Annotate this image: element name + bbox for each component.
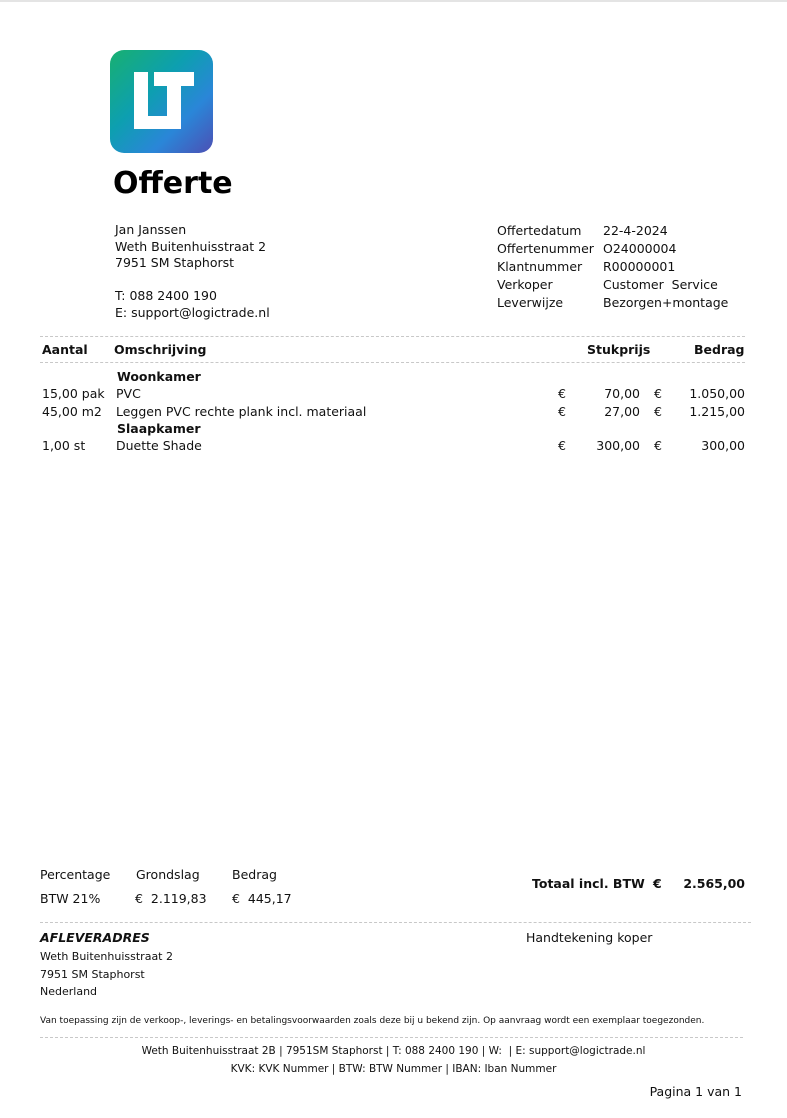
col-header-quantity: Aantal [42,342,88,357]
customer-street: Weth Buitenhuisstraat 2 [115,238,267,254]
signature-label: Handtekening koper [526,930,653,945]
vat-header-amount: Bedrag [232,867,277,882]
customer-city: 7951 SM Staphorst [115,255,235,270]
cell-quantity: 45,00 m2 [42,404,102,419]
total-label: Totaal incl. BTW [532,876,645,891]
vat-header-percentage: Percentage [40,867,111,882]
customer-phone: T: 088 2400 190 [115,288,217,303]
table-row [0,403,787,420]
customer-email[interactable]: E: support@logictrade.nl [115,304,270,320]
meta-label: Offertenummer [497,241,594,256]
divider [40,1037,743,1038]
meta-label: Leverwijze [497,295,564,310]
table-row [0,385,787,402]
col-header-unit-price: Stukprijs [587,342,651,357]
meta-value: 22-4-2024 [603,223,668,238]
delivery-city: 7951 SM Staphorst [40,967,145,981]
terms-text: Van toepassing zijn de verkoop-, leverings- en betalingsvoorwaarden zoals deze bij u bekend zijn. Op aanvraag wordt een exemplaar toegezonden. [40,1016,705,1026]
total-currency: € [653,876,662,891]
group-heading: Woonkamer [117,369,201,384]
footer-contact-line: Weth Buitenhuisstraat 2B | 7951SM Staphorst | T: 088 2400 190 | W: | E: support@logictrade.nl [141,1045,646,1057]
page-title: Offerte [113,166,233,201]
divider [40,922,751,923]
table-row [0,437,787,454]
meta-row [497,276,728,294]
customer-name: Jan Janssen [115,222,187,237]
meta-label: Verkoper [497,277,553,292]
cell-currency: € [558,404,566,419]
delivery-street: Weth Buitenhuisstraat 2 [40,950,173,963]
cell-unit-price: 70,00 [604,386,640,401]
page-number: Pagina 1 van 1 [649,1084,742,1099]
total-value: 2.565,00 [683,876,745,891]
cell-description: PVC [116,386,141,401]
logo-lt-mark [110,50,213,153]
meta-value: Bezorgen+montage [603,295,729,310]
meta-label: Klantnummer [497,259,583,274]
cell-currency: € [654,386,662,401]
divider [40,362,745,363]
delivery-country: Nederland [40,985,98,998]
cell-currency: € [654,438,662,453]
col-header-amount: Bedrag [694,342,745,357]
meta-value: Customer Service [603,277,718,292]
delivery-address [40,948,173,1001]
divider [40,336,745,337]
vat-header-base: Grondslag [136,867,200,882]
meta-value: R00000001 [603,259,676,274]
meta-row [497,240,728,258]
page-top-border [0,0,787,2]
meta-row [497,294,728,312]
cell-quantity: 1,00 st [42,438,86,453]
meta-label: Offertedatum [497,223,582,238]
meta-row [497,258,728,276]
vat-base: € 2.119,83 [135,891,207,906]
meta-row [497,222,728,240]
cell-unit-price: 27,00 [604,404,640,419]
cell-quantity: 15,00 pak [42,386,105,401]
company-logo [110,50,213,153]
delivery-address-title: AFLEVERADRES [40,930,150,945]
vat-amount: € 445,17 [232,891,292,906]
customer-contact [115,288,270,321]
cell-amount: 1.215,00 [689,404,745,419]
cell-amount: 300,00 [701,438,745,453]
vat-percentage: BTW 21% [40,891,101,906]
quote-meta [497,222,728,312]
customer-address [115,222,266,272]
cell-currency: € [558,386,566,401]
group-heading: Slaapkamer [117,421,201,436]
cell-description: Leggen PVC rechte plank incl. materiaal [116,404,367,419]
cell-description: Duette Shade [116,438,202,453]
cell-currency: € [654,404,662,419]
cell-currency: € [558,438,566,453]
cell-amount: 1.050,00 [689,386,745,401]
footer-registration-line: KVK: KVK Nummer | BTW: BTW Nummer | IBAN: Iban Nummer [230,1063,557,1075]
cell-unit-price: 300,00 [596,438,640,453]
meta-value: O24000004 [603,241,677,256]
col-header-description: Omschrijving [114,342,207,357]
